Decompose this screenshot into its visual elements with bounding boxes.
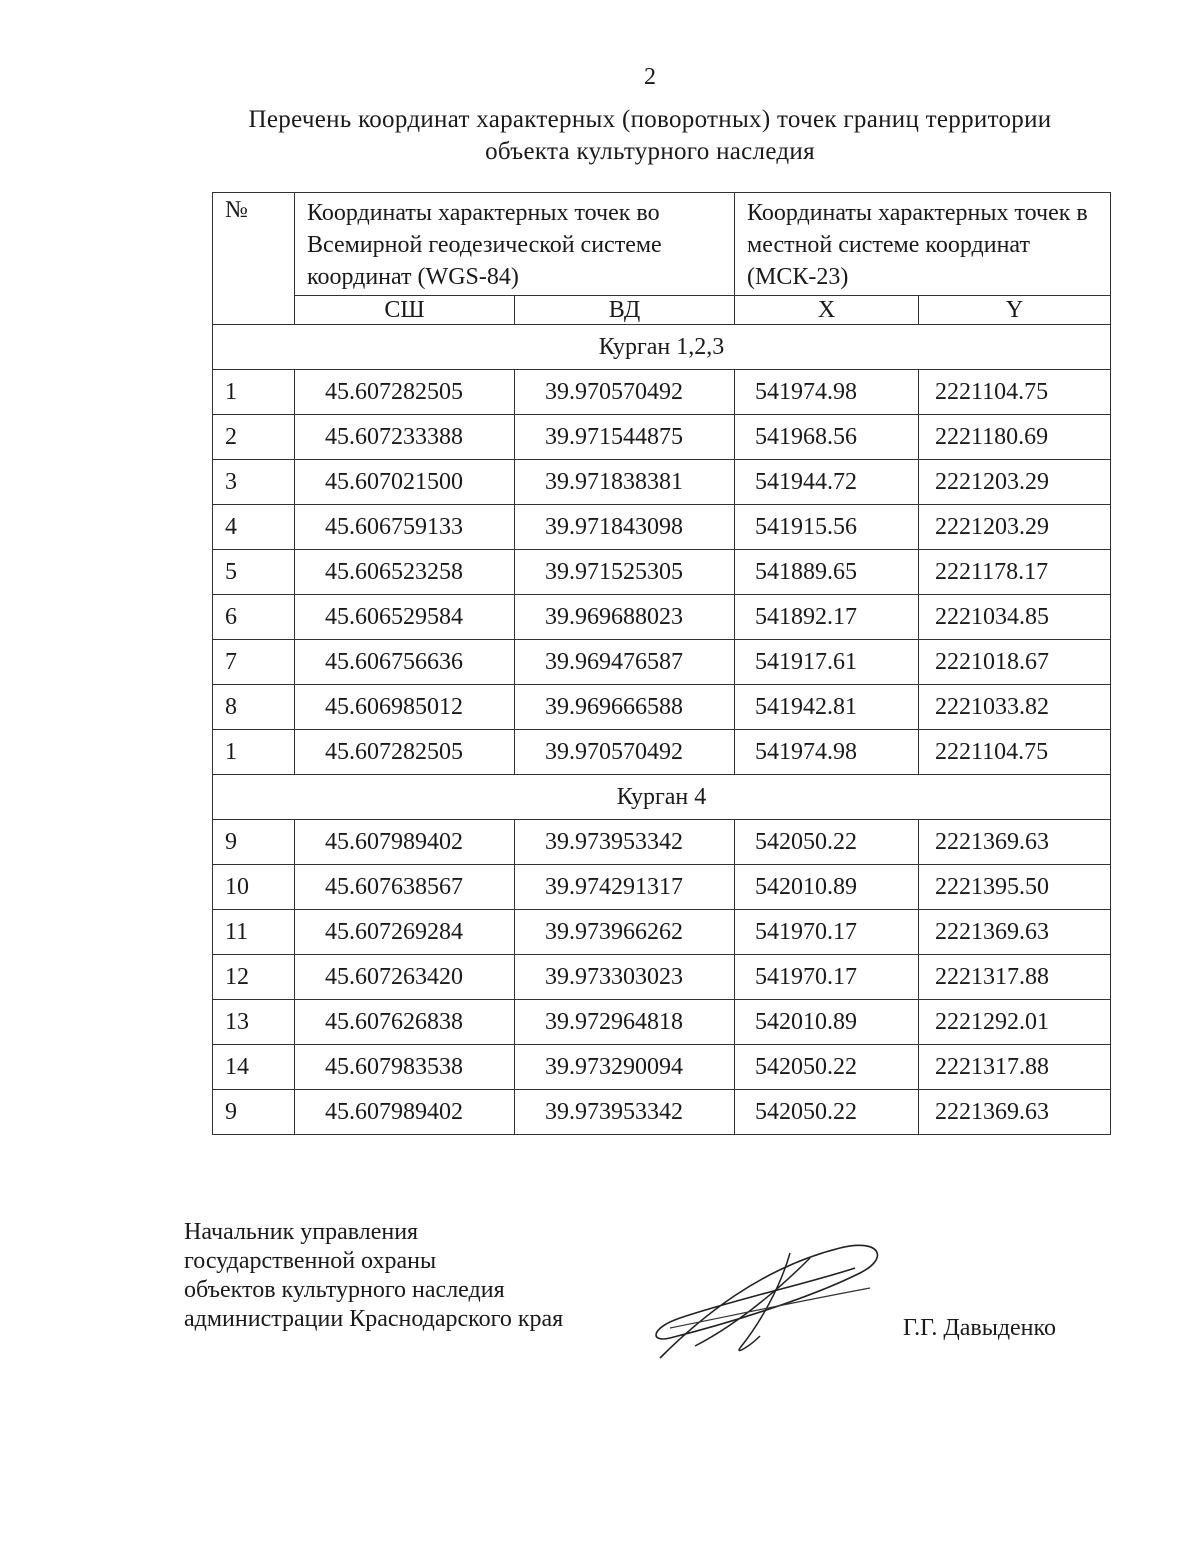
point-number-cell: 4 (213, 505, 295, 550)
longitude-cell: 39.969666588 (515, 685, 735, 730)
x-coordinate-cell: 541892.17 (735, 595, 919, 640)
latitude-cell: 45.607233388 (295, 415, 515, 460)
point-number-cell: 11 (213, 910, 295, 955)
longitude-cell: 39.969688023 (515, 595, 735, 640)
x-coordinate-cell: 541974.98 (735, 370, 919, 415)
point-number-cell: 10 (213, 865, 295, 910)
y-coordinate-cell: 2221369.63 (919, 910, 1111, 955)
x-coordinate-cell: 542050.22 (735, 820, 919, 865)
y-coordinate-cell: 2221203.29 (919, 460, 1111, 505)
signatory-position (184, 1218, 563, 1334)
x-coordinate-cell: 541942.81 (735, 685, 919, 730)
header-num: № (213, 193, 295, 325)
header-y: Y (919, 296, 1111, 325)
latitude-cell: 45.606759133 (295, 505, 515, 550)
x-coordinate-cell: 541915.56 (735, 505, 919, 550)
x-coordinate-cell: 542050.22 (735, 1045, 919, 1090)
header-x: X (735, 296, 919, 325)
point-number-cell: 14 (213, 1045, 295, 1090)
point-number-cell: 6 (213, 595, 295, 640)
header-lon: ВД (515, 296, 735, 325)
position-line: администрации Краснодарского края (184, 1306, 564, 1332)
y-coordinate-cell: 2221203.29 (919, 505, 1111, 550)
y-coordinate-cell: 2221104.75 (919, 730, 1111, 775)
coordinates-table (212, 192, 1111, 1135)
point-number-cell: 2 (213, 415, 295, 460)
y-coordinate-cell: 2221292.01 (919, 1000, 1111, 1045)
longitude-cell: 39.969476587 (515, 640, 735, 685)
point-number-cell: 1 (213, 370, 295, 415)
longitude-cell: 39.970570492 (515, 730, 735, 775)
title-line-1: Перечень координат характерных (поворотных) точек границ территории (248, 106, 1052, 133)
latitude-cell: 45.607282505 (295, 370, 515, 415)
section-title: Курган 4 (213, 775, 1111, 820)
longitude-cell: 39.973966262 (515, 910, 735, 955)
point-number-cell: 12 (213, 955, 295, 1000)
table-row (213, 1090, 1111, 1135)
table-row (213, 685, 1111, 730)
latitude-cell: 45.607989402 (295, 820, 515, 865)
y-coordinate-cell: 2221369.63 (919, 820, 1111, 865)
position-line: Начальник управления (184, 1219, 419, 1245)
latitude-cell: 45.606985012 (295, 685, 515, 730)
longitude-cell: 39.973290094 (515, 1045, 735, 1090)
table-row (213, 1045, 1111, 1090)
y-coordinate-cell: 2221317.88 (919, 955, 1111, 1000)
latitude-cell: 45.607989402 (295, 1090, 515, 1135)
y-coordinate-cell: 2221369.63 (919, 1090, 1111, 1135)
x-coordinate-cell: 541970.17 (735, 955, 919, 1000)
latitude-cell: 45.606523258 (295, 550, 515, 595)
latitude-cell: 45.607638567 (295, 865, 515, 910)
y-coordinate-cell: 2221018.67 (919, 640, 1111, 685)
latitude-cell: 45.607269284 (295, 910, 515, 955)
table-row (213, 505, 1111, 550)
latitude-cell: 45.607282505 (295, 730, 515, 775)
x-coordinate-cell: 541889.65 (735, 550, 919, 595)
point-number-cell: 5 (213, 550, 295, 595)
y-coordinate-cell: 2221180.69 (919, 415, 1111, 460)
point-number-cell: 3 (213, 460, 295, 505)
table-row (213, 820, 1111, 865)
position-line: объектов культурного наследия (184, 1277, 505, 1303)
point-number-cell: 1 (213, 730, 295, 775)
y-coordinate-cell: 2221033.82 (919, 685, 1111, 730)
table-row (213, 550, 1111, 595)
longitude-cell: 39.971843098 (515, 505, 735, 550)
section-row (213, 775, 1111, 820)
title-line-2: объекта культурного наследия (485, 138, 815, 165)
position-line: государственной охраны (184, 1248, 437, 1274)
latitude-cell: 45.607983538 (295, 1045, 515, 1090)
latitude-cell: 45.607626838 (295, 1000, 515, 1045)
latitude-cell: 45.606756636 (295, 640, 515, 685)
table-row (213, 865, 1111, 910)
page-number: 2 (644, 64, 656, 90)
point-number-cell: 9 (213, 1090, 295, 1135)
document-title (200, 104, 1100, 168)
point-number-cell: 13 (213, 1000, 295, 1045)
table-subheader-row (213, 296, 1111, 325)
table-row (213, 730, 1111, 775)
point-number-cell: 7 (213, 640, 295, 685)
table-row (213, 460, 1111, 505)
table-row (213, 415, 1111, 460)
y-coordinate-cell: 2221104.75 (919, 370, 1111, 415)
x-coordinate-cell: 542050.22 (735, 1090, 919, 1135)
section-row (213, 325, 1111, 370)
table-row (213, 1000, 1111, 1045)
table-header-row (213, 193, 1111, 296)
longitude-cell: 39.971525305 (515, 550, 735, 595)
table-row (213, 955, 1111, 1000)
longitude-cell: 39.971838381 (515, 460, 735, 505)
table-row (213, 595, 1111, 640)
latitude-cell: 45.607021500 (295, 460, 515, 505)
x-coordinate-cell: 541917.61 (735, 640, 919, 685)
longitude-cell: 39.973303023 (515, 955, 735, 1000)
x-coordinate-cell: 541974.98 (735, 730, 919, 775)
y-coordinate-cell: 2221034.85 (919, 595, 1111, 640)
y-coordinate-cell: 2221317.88 (919, 1045, 1111, 1090)
y-coordinate-cell: 2221395.50 (919, 865, 1111, 910)
y-coordinate-cell: 2221178.17 (919, 550, 1111, 595)
handwritten-signature (640, 1228, 890, 1368)
x-coordinate-cell: 541968.56 (735, 415, 919, 460)
header-wgs-group: Координаты характерных точек во Всемирной геодезической системе координат (WGS-84) (295, 193, 735, 296)
x-coordinate-cell: 542010.89 (735, 1000, 919, 1045)
table-row (213, 640, 1111, 685)
section-title: Курган 1,2,3 (213, 325, 1111, 370)
longitude-cell: 39.972964818 (515, 1000, 735, 1045)
x-coordinate-cell: 542010.89 (735, 865, 919, 910)
longitude-cell: 39.974291317 (515, 865, 735, 910)
longitude-cell: 39.973953342 (515, 1090, 735, 1135)
x-coordinate-cell: 541970.17 (735, 910, 919, 955)
longitude-cell: 39.970570492 (515, 370, 735, 415)
x-coordinate-cell: 541944.72 (735, 460, 919, 505)
point-number-cell: 8 (213, 685, 295, 730)
latitude-cell: 45.606529584 (295, 595, 515, 640)
table-row (213, 910, 1111, 955)
longitude-cell: 39.973953342 (515, 820, 735, 865)
table-row (213, 370, 1111, 415)
header-lat: СШ (295, 296, 515, 325)
signer-name: Г.Г. Давыденко (903, 1315, 1056, 1341)
point-number-cell: 9 (213, 820, 295, 865)
longitude-cell: 39.971544875 (515, 415, 735, 460)
header-msk-group: Координаты характерных точек в местной системе координат (МСК-23) (735, 193, 1111, 296)
latitude-cell: 45.607263420 (295, 955, 515, 1000)
